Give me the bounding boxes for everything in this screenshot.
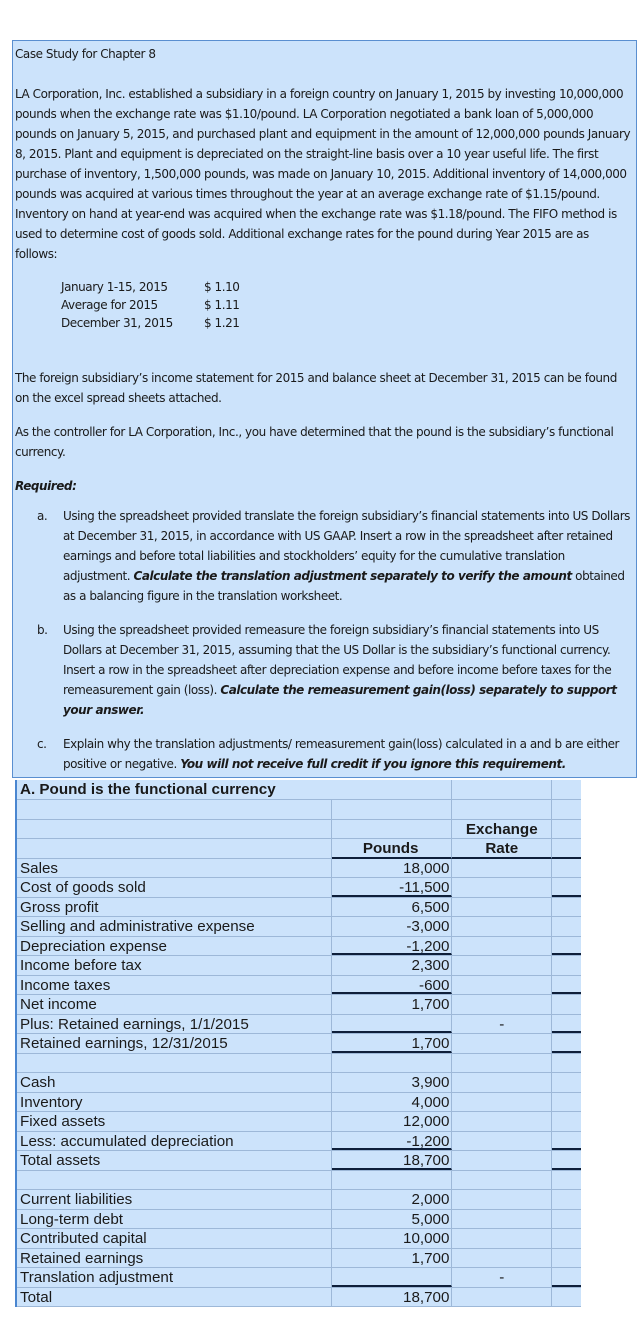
requirement-a: a. Using the spreadsheet provided translate the foreign subsidiary’s financial statements into US Dollars at December 31, 2015, in accordance with US GAAP. Insert a row in the spreadsheet after retained earnings and before total liabilities and stockholders’ equity for the cumulative translation adjustment. Calculate the translation adjustment separately to verify the amount obtained as a balancing figure in the translation worksheet. [37,509,630,603]
requirement-c: c. Explain why the translation adjustments/ remeasurement gain(loss) calculated in a and b are either positive or negative. You will not receive full credit if you ignore this requirement. [37,737,620,771]
empty-cell[interactable] [552,917,581,936]
rate-cell[interactable] [452,1210,552,1229]
table-row [17,937,581,957]
table-row [17,1034,581,1054]
pounds-cell[interactable]: 3,900 [332,1073,453,1092]
table-row [17,859,581,879]
row-label[interactable]: Plus: Retained earnings, 1/1/2015 [17,1015,332,1034]
sheet-title-row [17,780,581,800]
rate-row: December 31, 2015 $ 1.21 [61,316,240,330]
rate-cell[interactable] [452,1034,552,1053]
row-label[interactable]: Current liabilities [17,1190,332,1209]
empty-cell[interactable] [552,1073,581,1092]
empty-cell[interactable] [552,1268,581,1287]
empty-cell[interactable] [552,1015,581,1034]
pounds-cell[interactable]: 2,300 [332,956,453,975]
rate-cell[interactable] [452,976,552,995]
rate-cell[interactable] [452,1288,552,1307]
table-row [17,1073,581,1093]
row-label[interactable]: Retained earnings, 12/31/2015 [17,1034,332,1053]
pounds-cell[interactable]: 10,000 [332,1229,453,1248]
row-label[interactable]: Selling and administrative expense [17,917,332,936]
intro-paragraph: LA Corporation, Inc. established a subsidiary in a foreign country on January 1, 2015 by investing 10,000,000 pounds when the exchange rate was $1.10/pound. LA Corporation negotiated a bank loan of 5,000,000 pounds on January 5, 2015, and purchased plant and equipment in the amount of 12,000,000 pounds January 8, 2015. Plant and equipment is depreciated on the straight-line basis over a 10 year useful life. The first purchase of inventory, 1,500,000 pounds, was made on January 10, 2015. Additional inventory of 14,000,000 pounds was acquired at various times throughout the year at an average exchange rate of $1.15/pound. Inventory on hand at year-end was acquired when the exchange rate was $1.18/pound. The FIFO method is used to determine cost of goods sold. Additional exchange rates for the pound during Year 2015 are as follows: [15,87,631,261]
row-label[interactable]: Income taxes [17,976,332,995]
table-row [17,976,581,996]
rate-cell[interactable] [452,859,552,878]
col-exchange-header[interactable]: Exchange [452,820,552,839]
empty-cell[interactable] [552,1210,581,1229]
pounds-cell[interactable]: -11,500 [332,878,453,897]
table-row [17,956,581,976]
rate-cell[interactable]: - [452,1015,552,1034]
row-label[interactable]: Depreciation expense [17,937,332,956]
blank-row [17,1054,581,1074]
case-study-text-box [12,40,637,778]
pounds-cell[interactable]: -600 [332,976,453,995]
pounds-cell[interactable]: -1,200 [332,1132,453,1151]
header-row-1 [17,820,581,840]
table-row [17,995,581,1015]
empty-cell[interactable] [552,859,581,878]
empty-cell[interactable] [552,1034,581,1053]
table-row [17,898,581,918]
empty-cell[interactable] [552,995,581,1014]
empty-cell[interactable] [552,956,581,975]
row-label[interactable]: Income before tax [17,956,332,975]
header-row-2 [17,839,581,859]
rate-cell[interactable] [452,898,552,917]
rate-cell[interactable]: - [452,1268,552,1287]
pounds-cell[interactable]: 12,000 [332,1112,453,1131]
row-label[interactable]: Total [17,1288,332,1307]
pounds-cell[interactable]: 1,700 [332,1034,453,1053]
table-row [17,1093,581,1113]
case-title: Case Study for Chapter 8 [15,47,156,61]
empty-cell[interactable] [552,1054,581,1073]
table-row [17,1112,581,1132]
empty-cell[interactable] [552,976,581,995]
row-label[interactable]: Cost of goods sold [17,878,332,897]
statements-paragraph: The foreign subsidiary’s income statement for 2015 and balance sheet at December 31, 2015 can be found on the excel spread sheets attached. [15,371,617,405]
empty-cell[interactable] [552,1229,581,1248]
row-label[interactable]: Gross profit [17,898,332,917]
empty-cell[interactable] [552,1171,581,1190]
rate-cell[interactable] [452,1112,552,1131]
empty-cell[interactable] [552,1288,581,1307]
pounds-cell[interactable] [332,1054,453,1073]
rate-cell[interactable] [452,1190,552,1209]
empty-cell[interactable] [552,1132,581,1151]
pounds-cell[interactable]: 4,000 [332,1093,453,1112]
rate-cell[interactable] [452,1151,552,1170]
pounds-cell[interactable]: 18,700 [332,1151,453,1170]
pounds-cell[interactable] [332,1171,453,1190]
pounds-cell[interactable] [332,1268,453,1287]
pounds-cell[interactable]: 1,700 [332,1249,453,1268]
row-label[interactable]: Less: accumulated depreciation [17,1132,332,1151]
table-row [17,917,581,937]
pounds-cell[interactable]: -1,200 [332,937,453,956]
rate-cell[interactable] [452,937,552,956]
table-row [17,1015,581,1035]
rate-cell[interactable] [452,1093,552,1112]
empty-cell[interactable] [552,1112,581,1131]
row-label[interactable] [17,1171,332,1190]
pounds-cell[interactable]: 6,500 [332,898,453,917]
table-row [17,1288,581,1308]
row-label[interactable]: Cash [17,1073,332,1092]
rate-cell[interactable] [452,1171,552,1190]
col-rate-header[interactable]: Rate [452,839,552,859]
table-row [17,1132,581,1152]
row-label[interactable]: Fixed assets [17,1112,332,1131]
table-row [17,1249,581,1269]
row-label[interactable]: Long-term debt [17,1210,332,1229]
rate-row: January 1-15, 2015 $ 1.10 [61,280,240,294]
empty-cell[interactable] [552,898,581,917]
required-heading: Required: [15,479,77,493]
rate-cell[interactable] [452,995,552,1014]
row-label[interactable]: Total assets [17,1151,332,1170]
blank-row [17,800,581,820]
rate-cell[interactable] [452,917,552,936]
rate-row: Average for 2015 $ 1.11 [61,298,240,312]
rate-cell[interactable] [452,1229,552,1248]
row-label[interactable]: Sales [17,859,332,878]
row-label[interactable]: Inventory [17,1093,332,1112]
empty-cell[interactable] [552,878,581,897]
rate-cell[interactable] [452,956,552,975]
blank-row [17,1171,581,1191]
empty-cell[interactable] [552,1190,581,1209]
row-label[interactable]: Translation adjustment [17,1268,332,1287]
rate-cell[interactable] [452,1073,552,1092]
row-label[interactable]: Retained earnings [17,1249,332,1268]
rate-cell[interactable] [452,878,552,897]
controller-paragraph: As the controller for LA Corporation, Inc., you have determined that the pound is the subsidiary’s functional currency. [15,425,614,459]
requirement-b: b. Using the spreadsheet provided remeasure the foreign subsidiary’s financial statements into US Dollars at December 31, 2015, assuming that the US Dollar is the subsidiary’s functional currency. Insert a row in the spreadsheet after depreciation expense and before income before taxes for the remeasurement gain (loss). Calculate the remeasurement gain(loss) separately to support your answer. [37,623,617,717]
table-row [17,878,581,898]
empty-cell[interactable] [552,1151,581,1170]
pounds-cell[interactable]: 5,000 [332,1210,453,1229]
empty-cell[interactable] [552,937,581,956]
empty-cell[interactable] [552,1093,581,1112]
row-label[interactable] [17,1054,332,1073]
table-row [17,1210,581,1230]
exchange-rates-list [61,278,634,332]
rate-cell[interactable] [452,1132,552,1151]
translation-spreadsheet [15,780,581,1307]
table-row [17,1151,581,1171]
sheet-title[interactable]: A. Pound is the functional currency [17,780,452,799]
pounds-cell[interactable]: 1,700 [332,995,453,1014]
col-pounds-header[interactable]: Pounds [332,839,453,859]
empty-cell[interactable] [552,1249,581,1268]
table-row [17,1268,581,1288]
table-row [17,1229,581,1249]
pounds-cell[interactable]: 2,000 [332,1190,453,1209]
rate-cell[interactable] [452,1249,552,1268]
pounds-cell[interactable] [332,1015,453,1034]
pounds-cell[interactable]: 18,000 [332,859,453,878]
row-label[interactable]: Net income [17,995,332,1014]
rate-cell[interactable] [452,1054,552,1073]
table-row [17,1190,581,1210]
pounds-cell[interactable]: -3,000 [332,917,453,936]
pounds-cell[interactable]: 18,700 [332,1288,453,1307]
row-label[interactable]: Contributed capital [17,1229,332,1248]
